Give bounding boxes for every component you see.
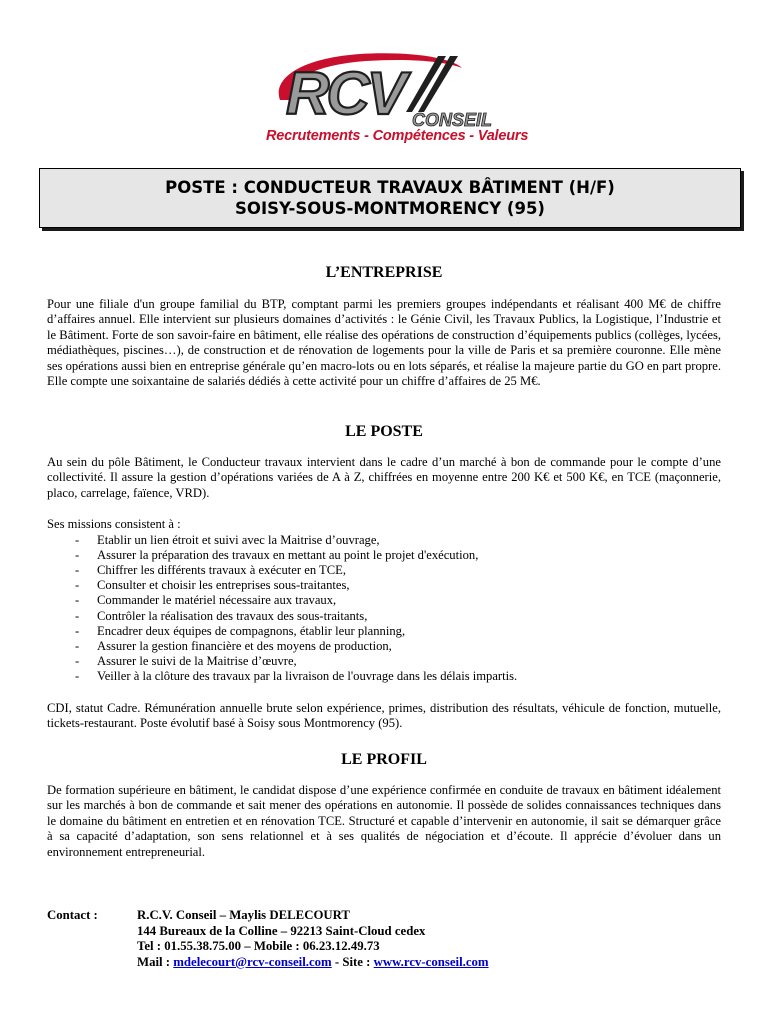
contact-label: Contact : [47, 908, 98, 922]
missions-intro: Ses missions consistent à : [47, 517, 181, 532]
heading-poste: LE POSTE [345, 423, 423, 440]
job-title: POSTE : CONDUCTEUR TRAVAUX BÂTIMENT (H/F) [165, 178, 615, 197]
rcv-logo-mark [262, 48, 512, 130]
company-logo [262, 48, 529, 152]
list-item: - Contrôler la réalisation des travaux des sous-traitants, [47, 609, 721, 624]
missions-list [47, 533, 721, 685]
list-item: - Veiller à la clôture des travaux par la livraison de l'ouvrage dans les délais impartis. [47, 669, 721, 684]
list-item: - Chiffrer les différents travaux à exécuter en TCE, [47, 563, 721, 578]
list-item: - Commander le matériel nécessaire aux travaux, [47, 593, 721, 608]
list-item: - Assurer la préparation des travaux en mettant au point le projet d'exécution, [47, 548, 721, 563]
list-item: - Assurer le suivi de la Maitrise d’œuvre, [47, 654, 721, 669]
website-link[interactable]: www.rcv-conseil.com [373, 954, 489, 969]
email-link[interactable]: mdelecourt@rcv-conseil.com [173, 954, 332, 969]
section-poste [47, 455, 721, 731]
job-location: SOISY-SOUS-MONTMORENCY (95) [235, 199, 545, 218]
list-item: - Etablir un lien étroit et suivi avec la Maitrise d’ouvrage, [47, 533, 721, 548]
job-title-box [39, 168, 741, 228]
mail-label: Mail : [137, 954, 171, 969]
poste-conditions: CDI, statut Cadre. Rémunération annuelle brute selon expérience, primes, distribution des résultats, véhicule de fonction, mutuelle, tickets-restaurant. Poste évolutif basé à Soisy sous Montmorency (95). [47, 700, 721, 731]
entreprise-text: Pour une filiale d'un groupe familial du BTP, comptant parmi les premiers groupes indépendants et réalisant 400 M€ de chiffre d’affaires annuel. Elle intervient sur plusieurs domaines d’activités : le Génie Civil, les Travaux Publics, la Logistique, l’Industrie et le Bâtiment. Forte de son savoir-faire en bâtiment, elle réalise des opérations de construction d’équipements publics (collèges, lycées, médiathèques, piscines…), de construction et de rénovation de logements pour la ville de Paris et sa première couronne. Elle mène ses opérations aussi bien en entreprise générale qu’en macro-lots ou en lots séparés, et réalise la majeure partie du GO en part propre. Elle compte une soixantaine de salariés dédiés à cette activité pour un chiffre d’affaires de 25 M€. [47, 297, 721, 389]
list-item: - Consulter et choisir les entreprises sous-traitantes, [47, 578, 721, 593]
profil-text: De formation supérieure en bâtiment, le candidat dispose d’une expérience confirmée en conduite de travaux en bâtiment idéalement sur les marchés à bon de commande et sait mener des opérations en autonomie. Il possède de solides connaissances techniques dans le domaine du bâtiment en entretien et en rénovation TCE. Structuré et capable d’intervenir en autonomie, il sait se démarquer grâce à sa capacité d’adaptation, son sens relationnel et à ses qualités de négociation et d’écoute. Il apprécie d’évoluer dans un environnement entrepreneurial. [47, 783, 721, 859]
logo-tagline: Recrutements - Compétences - Valeurs [266, 128, 529, 144]
logo-brand-text: RCV [286, 60, 404, 127]
heading-entreprise: L’ENTREPRISE [325, 264, 443, 281]
section-entreprise [47, 297, 721, 389]
list-item: - Encadrer deux équipes de compagnons, établir leur planning, [47, 624, 721, 639]
contact-phones: Tel : 01.55.38.75.00 – Mobile : 06.23.12.49.73 [137, 939, 380, 954]
contact-name: R.C.V. Conseil – Maylis DELECOURT [137, 908, 350, 922]
list-item: - Assurer la gestion financière et des moyens de production, [47, 639, 721, 654]
heading-profil: LE PROFIL [341, 751, 427, 768]
poste-intro: Au sein du pôle Bâtiment, le Conducteur travaux intervient dans le cadre d’un marché à bon de commande pour le compte d’une collectivité. Il assure la gestion d’opérations variées de A à Z, chiffrées en moyenne entre 200 K€ et 500 K€, en TCE (maçonnerie, placo, carrelage, faïence, VRD). [47, 455, 721, 500]
site-label: - Site : [334, 954, 371, 969]
logo-suffix-text: CONSEIL [412, 110, 493, 130]
contact-address: 144 Bureaux de la Colline – 92213 Saint-Cloud cedex [137, 923, 426, 938]
section-profil [47, 783, 721, 860]
